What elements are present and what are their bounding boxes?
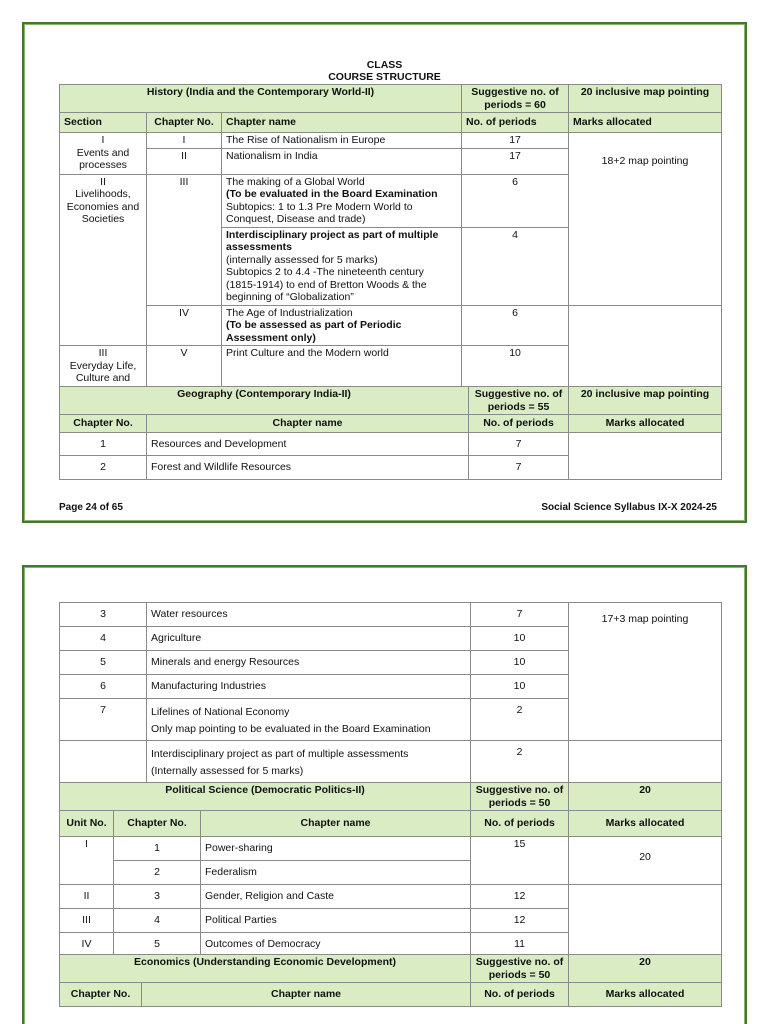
section-cell: III Everyday Life, Culture and politics (60, 346, 147, 399)
chapter-no: 2 (60, 456, 147, 480)
chapter-no: IV (147, 305, 222, 346)
col-marks: Marks allocated (569, 415, 722, 433)
economics-marks-total: 20 (569, 955, 722, 983)
periods: 7 (471, 603, 569, 627)
chapter-name: Minerals and energy Resources (147, 651, 471, 675)
col-chapter-no: Chapter No. (60, 415, 147, 433)
geography-table-continued (59, 602, 722, 783)
chapter-no: V (147, 346, 222, 399)
unit-no: III (60, 909, 114, 933)
table-row (60, 305, 722, 346)
unit-no: II (60, 885, 114, 909)
chapter-name: Print Culture and the Modern world (222, 346, 462, 399)
col-periods: No. of periods (462, 113, 569, 133)
chapter-no: 4 (60, 627, 147, 651)
col-chapter-name: Chapter name (201, 811, 471, 837)
marks-allocated: 18+2 map pointing (569, 133, 722, 306)
section-cell: II Livelihoods, Economies and Societies (60, 174, 147, 346)
marks-allocated (569, 741, 722, 783)
chapter-name: Gender, Religion and Caste (201, 885, 471, 909)
history-map-pointing: 20 inclusive map pointing (569, 85, 722, 113)
chapter-name: Lifelines of National Economy Only map pointing to be evaluated in the Board Examination (147, 699, 471, 741)
col-chapter-no: Chapter No. (60, 983, 142, 1007)
geography-heading: Geography (Contemporary India-II) (60, 387, 469, 415)
political-science-marks-total: 20 (569, 783, 722, 811)
chapter-name: Manufacturing Industries (147, 675, 471, 699)
col-chapter-name: Chapter name (147, 415, 469, 433)
periods: 2 (471, 741, 569, 783)
section-cell: I Events and processes (60, 133, 147, 175)
col-chapter-name: Chapter name (142, 983, 471, 1007)
geography-table (59, 386, 722, 480)
chapter-name: The making of a Global World (To be evaluated in the Board Examination Subtopics: 1 to 1.3 Pre Modern World to Conquest, Disease and trade) (222, 174, 462, 227)
political-science-suggestive-periods: Suggestive no. of periods = 50 (471, 783, 569, 811)
chapter-name: Federalism (201, 861, 471, 885)
chapter-name: The Rise of Nationalism in Europe (222, 133, 462, 149)
chapter-name: Interdisciplinary project as part of multiple assessments (internally assessed for 5 marks) Subtopics 2 to 4.4 -The nineteenth century (1815-1914) to end of Bretton Woods & the beginning of “Globalization” (222, 227, 462, 305)
chapter-name: Outcomes of Democracy (201, 933, 471, 957)
political-science-heading: Political Science (Democratic Politics-II) (60, 783, 471, 811)
chapter-name: Water resources (147, 603, 471, 627)
chapter-name: Political Parties (201, 909, 471, 933)
geography-map-pointing: 20 inclusive map pointing (569, 387, 722, 415)
marks-allocated (569, 305, 722, 399)
periods: 2 (471, 699, 569, 741)
periods: 6 (462, 305, 569, 346)
economics-heading: Economics (Understanding Economic Development) (60, 955, 471, 983)
periods: 15 (471, 837, 569, 885)
col-chapter-no: Chapter No. (114, 811, 201, 837)
chapter-no: III (147, 174, 222, 305)
periods: 7 (469, 456, 569, 480)
periods: 4 (462, 227, 569, 305)
chapter-no: 5 (60, 651, 147, 675)
periods: 10 (471, 651, 569, 675)
col-unit-no: Unit No. (60, 811, 114, 837)
col-chapter-no: Chapter No. (147, 113, 222, 133)
col-marks: Marks allocated (569, 113, 722, 133)
periods: 17 (462, 133, 569, 149)
col-section: Section (60, 113, 147, 133)
chapter-no: 1 (60, 433, 147, 456)
col-marks: Marks allocated (569, 811, 722, 837)
periods: 12 (471, 909, 569, 933)
periods: 10 (471, 627, 569, 651)
history-suggestive-periods: Suggestive no. of periods = 60 (462, 85, 569, 113)
unit-no: I (60, 837, 114, 885)
table-row (60, 133, 722, 149)
col-marks: Marks allocated (569, 983, 722, 1007)
periods: 17 (462, 148, 569, 174)
chapter-no: 1 (114, 837, 201, 861)
history-table (59, 84, 722, 399)
syllabus-page-24 (22, 22, 747, 523)
chapter-no: 3 (60, 603, 147, 627)
periods: 7 (469, 433, 569, 456)
chapter-no: 2 (114, 861, 201, 885)
chapter-no: 4 (114, 909, 201, 933)
chapter-no: I (147, 133, 222, 149)
marks-allocated (569, 433, 722, 480)
table-row (60, 603, 722, 627)
history-heading: History (India and the Contemporary World-II) (60, 85, 462, 113)
marks-allocated: 20 (569, 837, 722, 885)
col-chapter-name: Chapter name (222, 113, 462, 133)
periods: 6 (462, 174, 569, 227)
periods: 11 (471, 933, 569, 957)
chapter-no: II (147, 148, 222, 174)
marks-allocated (569, 885, 722, 957)
periods: 10 (471, 675, 569, 699)
chapter-no: 6 (60, 675, 147, 699)
periods: 10 (462, 346, 569, 399)
table-row (60, 885, 722, 909)
chapter-no (60, 741, 147, 783)
col-periods: No. of periods (471, 811, 569, 837)
chapter-name: Power-sharing (201, 837, 471, 861)
chapter-no: 5 (114, 933, 201, 957)
syllabus-page-25 (22, 565, 747, 1024)
col-periods: No. of periods (471, 983, 569, 1007)
document-title-footer: Social Science Syllabus IX-X 2024-25 (541, 502, 717, 513)
economics-table (59, 954, 722, 1007)
table-row (60, 433, 722, 456)
chapter-name: Nationalism in India (222, 148, 462, 174)
table-row (60, 837, 722, 861)
chapter-no: 3 (114, 885, 201, 909)
chapter-name: Forest and Wildlife Resources (147, 456, 469, 480)
periods: 12 (471, 885, 569, 909)
unit-no: IV (60, 933, 114, 957)
col-periods: No. of periods (469, 415, 569, 433)
table-row (60, 741, 722, 783)
economics-suggestive-periods: Suggestive no. of periods = 50 (471, 955, 569, 983)
political-science-table (59, 782, 722, 957)
marks-allocated: 17+3 map pointing (569, 603, 722, 741)
course-structure-title: COURSE STRUCTURE (328, 71, 441, 83)
chapter-name: The Age of Industrialization (To be assessed as part of Periodic Assessment only) (222, 305, 462, 346)
chapter-name: Interdisciplinary project as part of multiple assessments (Internally assessed for 5 marks) (147, 741, 471, 783)
geography-suggestive-periods: Suggestive no. of periods = 55 (469, 387, 569, 415)
class-title: CLASS (366, 59, 403, 71)
chapter-no: 7 (60, 699, 147, 741)
chapter-name: Resources and Development (147, 433, 469, 456)
page-number: Page 24 of 65 (59, 502, 123, 513)
chapter-name: Agriculture (147, 627, 471, 651)
